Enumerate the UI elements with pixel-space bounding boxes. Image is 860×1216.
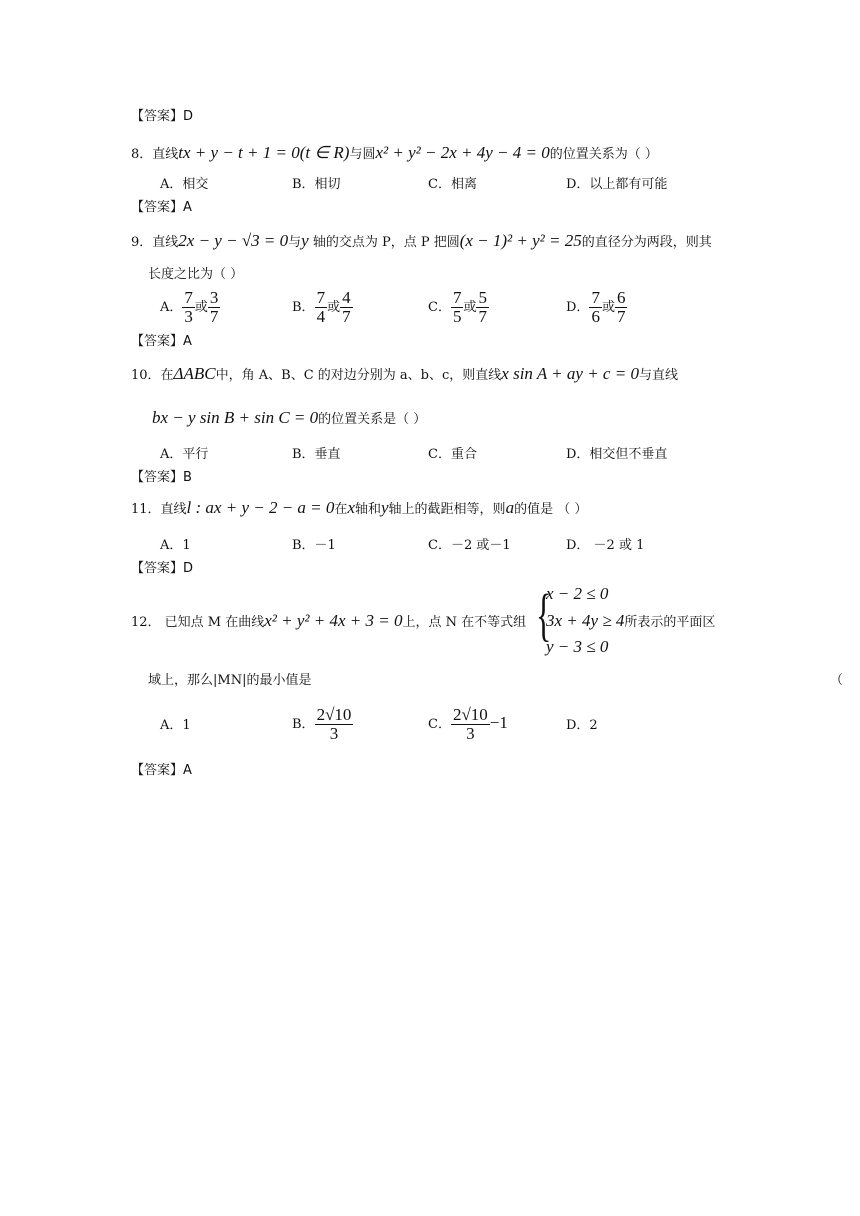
math-expression: 2x − y − √3 = 0 xyxy=(178,231,289,250)
question-text: 与 xyxy=(288,235,302,250)
question-text: 所表示的平面区 xyxy=(624,615,716,630)
answer-label: 【答案】 xyxy=(131,200,184,215)
question-12 xyxy=(131,612,526,632)
or-word: 或 xyxy=(327,300,341,315)
numerator: 7 xyxy=(316,288,326,307)
option-a: A．1 xyxy=(160,538,191,553)
question-text: 轴和 xyxy=(354,502,381,517)
answer-label: 【答案】 xyxy=(131,561,184,576)
question-continuation xyxy=(152,409,426,429)
math-variable: x xyxy=(347,498,355,517)
math-expression: x² + y² + 4x + 3 = 0 xyxy=(264,611,403,630)
math-expression: x² + y² − 2x + 4y − 4 = 0 xyxy=(375,143,550,162)
question-text: 上，点 N 在不等式组 xyxy=(402,615,527,630)
answer-label: 【答案】 xyxy=(131,763,184,778)
option-a: A．相交 xyxy=(160,177,209,192)
option-letter: A． xyxy=(160,300,183,315)
fraction xyxy=(451,289,464,326)
math-variable: a xyxy=(505,498,515,517)
question-continuation: 长度之比为（ ） xyxy=(148,267,244,282)
question-9 xyxy=(131,232,712,252)
question-number: 9．直线 xyxy=(131,235,179,250)
answer-label: 【答案】 xyxy=(131,334,184,349)
denominator: 3 xyxy=(329,724,339,743)
math-expression: ΔABC xyxy=(173,364,216,383)
answer-line xyxy=(131,469,192,487)
math-expression: x sin A + ay + c = 0 xyxy=(501,364,639,383)
answer-line xyxy=(131,762,192,780)
answer-label: 【答案】 xyxy=(131,470,184,485)
option-c: C．－2 或－1 xyxy=(428,538,511,553)
option-b xyxy=(292,706,353,743)
numerator: 7 xyxy=(184,288,193,307)
option-a: A．1 xyxy=(160,718,191,733)
question-number: 12． 已知点 M 在曲线 xyxy=(131,615,265,630)
or-word: 或 xyxy=(601,300,615,315)
math-expression: l : ax + y − 2 − a = 0 xyxy=(186,498,335,517)
fraction xyxy=(476,289,489,326)
fraction xyxy=(208,289,221,326)
numerator: 2√10 xyxy=(316,705,352,724)
option-b: B．垂直 xyxy=(292,447,341,462)
question-number: 8．直线 xyxy=(131,147,179,162)
option-a: A．平行 xyxy=(160,447,209,462)
question-text: 轴上的截距相等，则 xyxy=(388,502,506,517)
question-text: 的位置关系是（ ） xyxy=(318,412,427,427)
denominator: 7 xyxy=(342,307,351,326)
numerator: 6 xyxy=(616,288,626,307)
numerator: 4 xyxy=(342,288,351,307)
fraction xyxy=(451,706,490,743)
question-10 xyxy=(131,365,678,385)
inequality-row xyxy=(546,585,608,605)
denominator: 4 xyxy=(316,307,326,326)
numerator: 5 xyxy=(478,288,487,307)
option-d: D．相交但不垂直 xyxy=(566,447,668,462)
answer-line xyxy=(131,333,192,351)
fraction xyxy=(589,289,602,326)
option-c: C．相离 xyxy=(428,177,477,192)
answer-value: D xyxy=(183,109,194,124)
question-text: 轴的交点为 P，点 P 把圆 xyxy=(308,235,460,250)
question-8 xyxy=(131,144,658,164)
numerator: 7 xyxy=(591,288,600,307)
question-number: 11．直线 xyxy=(131,502,187,517)
option-b: B．相切 xyxy=(292,177,341,192)
math-expression: 3x + 4y ≥ 4 xyxy=(546,611,625,630)
option-letter: B． xyxy=(292,717,315,732)
option-b: B．－1 xyxy=(292,538,336,553)
math-expression: −1 xyxy=(489,713,508,732)
or-word: 或 xyxy=(463,300,477,315)
answer-label: 【答案】 xyxy=(131,109,184,124)
answer-value: B xyxy=(183,470,192,485)
option-letter: C． xyxy=(428,300,451,315)
question-continuation: 域上，那么|MN|的最小值是 xyxy=(148,673,312,688)
question-text: 的直径分为两段，则其 xyxy=(581,235,712,250)
option-c xyxy=(428,289,489,326)
math-variable: y xyxy=(301,231,309,250)
fraction xyxy=(315,706,354,743)
paren: （ xyxy=(830,673,844,688)
option-d: D． －2 或 1 xyxy=(566,538,645,553)
option-letter: B． xyxy=(292,300,315,315)
option-letter: C． xyxy=(428,717,451,732)
answer-value: D xyxy=(183,561,194,576)
question-text: 中，角 A、B、C 的对边分别为 a、b、c，则直线 xyxy=(215,368,502,383)
denominator: 7 xyxy=(478,307,487,326)
inequality-row xyxy=(546,612,715,632)
option-c xyxy=(428,706,508,743)
question-text: 的位置关系为（ ） xyxy=(549,147,658,162)
math-expression: y − 3 ≤ 0 xyxy=(546,637,609,656)
math-expression: (x − 1)² + y² = 25 xyxy=(459,231,582,250)
answer-line xyxy=(131,560,193,578)
denominator: 6 xyxy=(591,307,600,326)
answer-line xyxy=(131,199,192,217)
math-expression: bx − y sin B + sin C = 0 xyxy=(152,408,319,427)
option-a xyxy=(160,289,220,326)
fraction xyxy=(182,289,195,326)
option-c: C．重合 xyxy=(428,447,477,462)
option-d: D．2 xyxy=(566,718,598,733)
system-brace: { xyxy=(536,582,552,647)
inequality-row xyxy=(546,638,608,658)
option-b xyxy=(292,289,353,326)
denominator: 7 xyxy=(209,307,219,326)
denominator: 5 xyxy=(452,307,462,326)
fraction xyxy=(315,289,328,326)
answer-value: A xyxy=(183,763,192,778)
question-number: 10．在 xyxy=(131,368,174,383)
option-letter: D． xyxy=(566,300,590,315)
question-text: 与圆 xyxy=(349,147,376,162)
question-text: 的值是 （ ） xyxy=(514,502,588,517)
option-d: D．以上都有可能 xyxy=(566,177,668,192)
answer-line xyxy=(131,108,193,126)
question-text: 与直线 xyxy=(638,368,678,383)
denominator: 3 xyxy=(184,307,193,326)
denominator: 7 xyxy=(616,307,626,326)
answer-value: A xyxy=(183,200,192,215)
fraction xyxy=(340,289,353,326)
math-expression: x − 2 ≤ 0 xyxy=(546,584,609,603)
fraction xyxy=(615,289,628,326)
numerator: 2√10 xyxy=(452,705,488,724)
math-variable: y xyxy=(381,498,389,517)
math-expression: tx + y − t + 1 = 0(t ∈ R) xyxy=(178,143,350,162)
denominator: 3 xyxy=(466,724,475,743)
question-text: 在 xyxy=(334,502,348,517)
numerator: 3 xyxy=(209,288,219,307)
numerator: 7 xyxy=(452,288,462,307)
option-d xyxy=(566,289,627,326)
or-word: 或 xyxy=(194,300,208,315)
question-11 xyxy=(131,499,587,519)
answer-value: A xyxy=(183,334,192,349)
